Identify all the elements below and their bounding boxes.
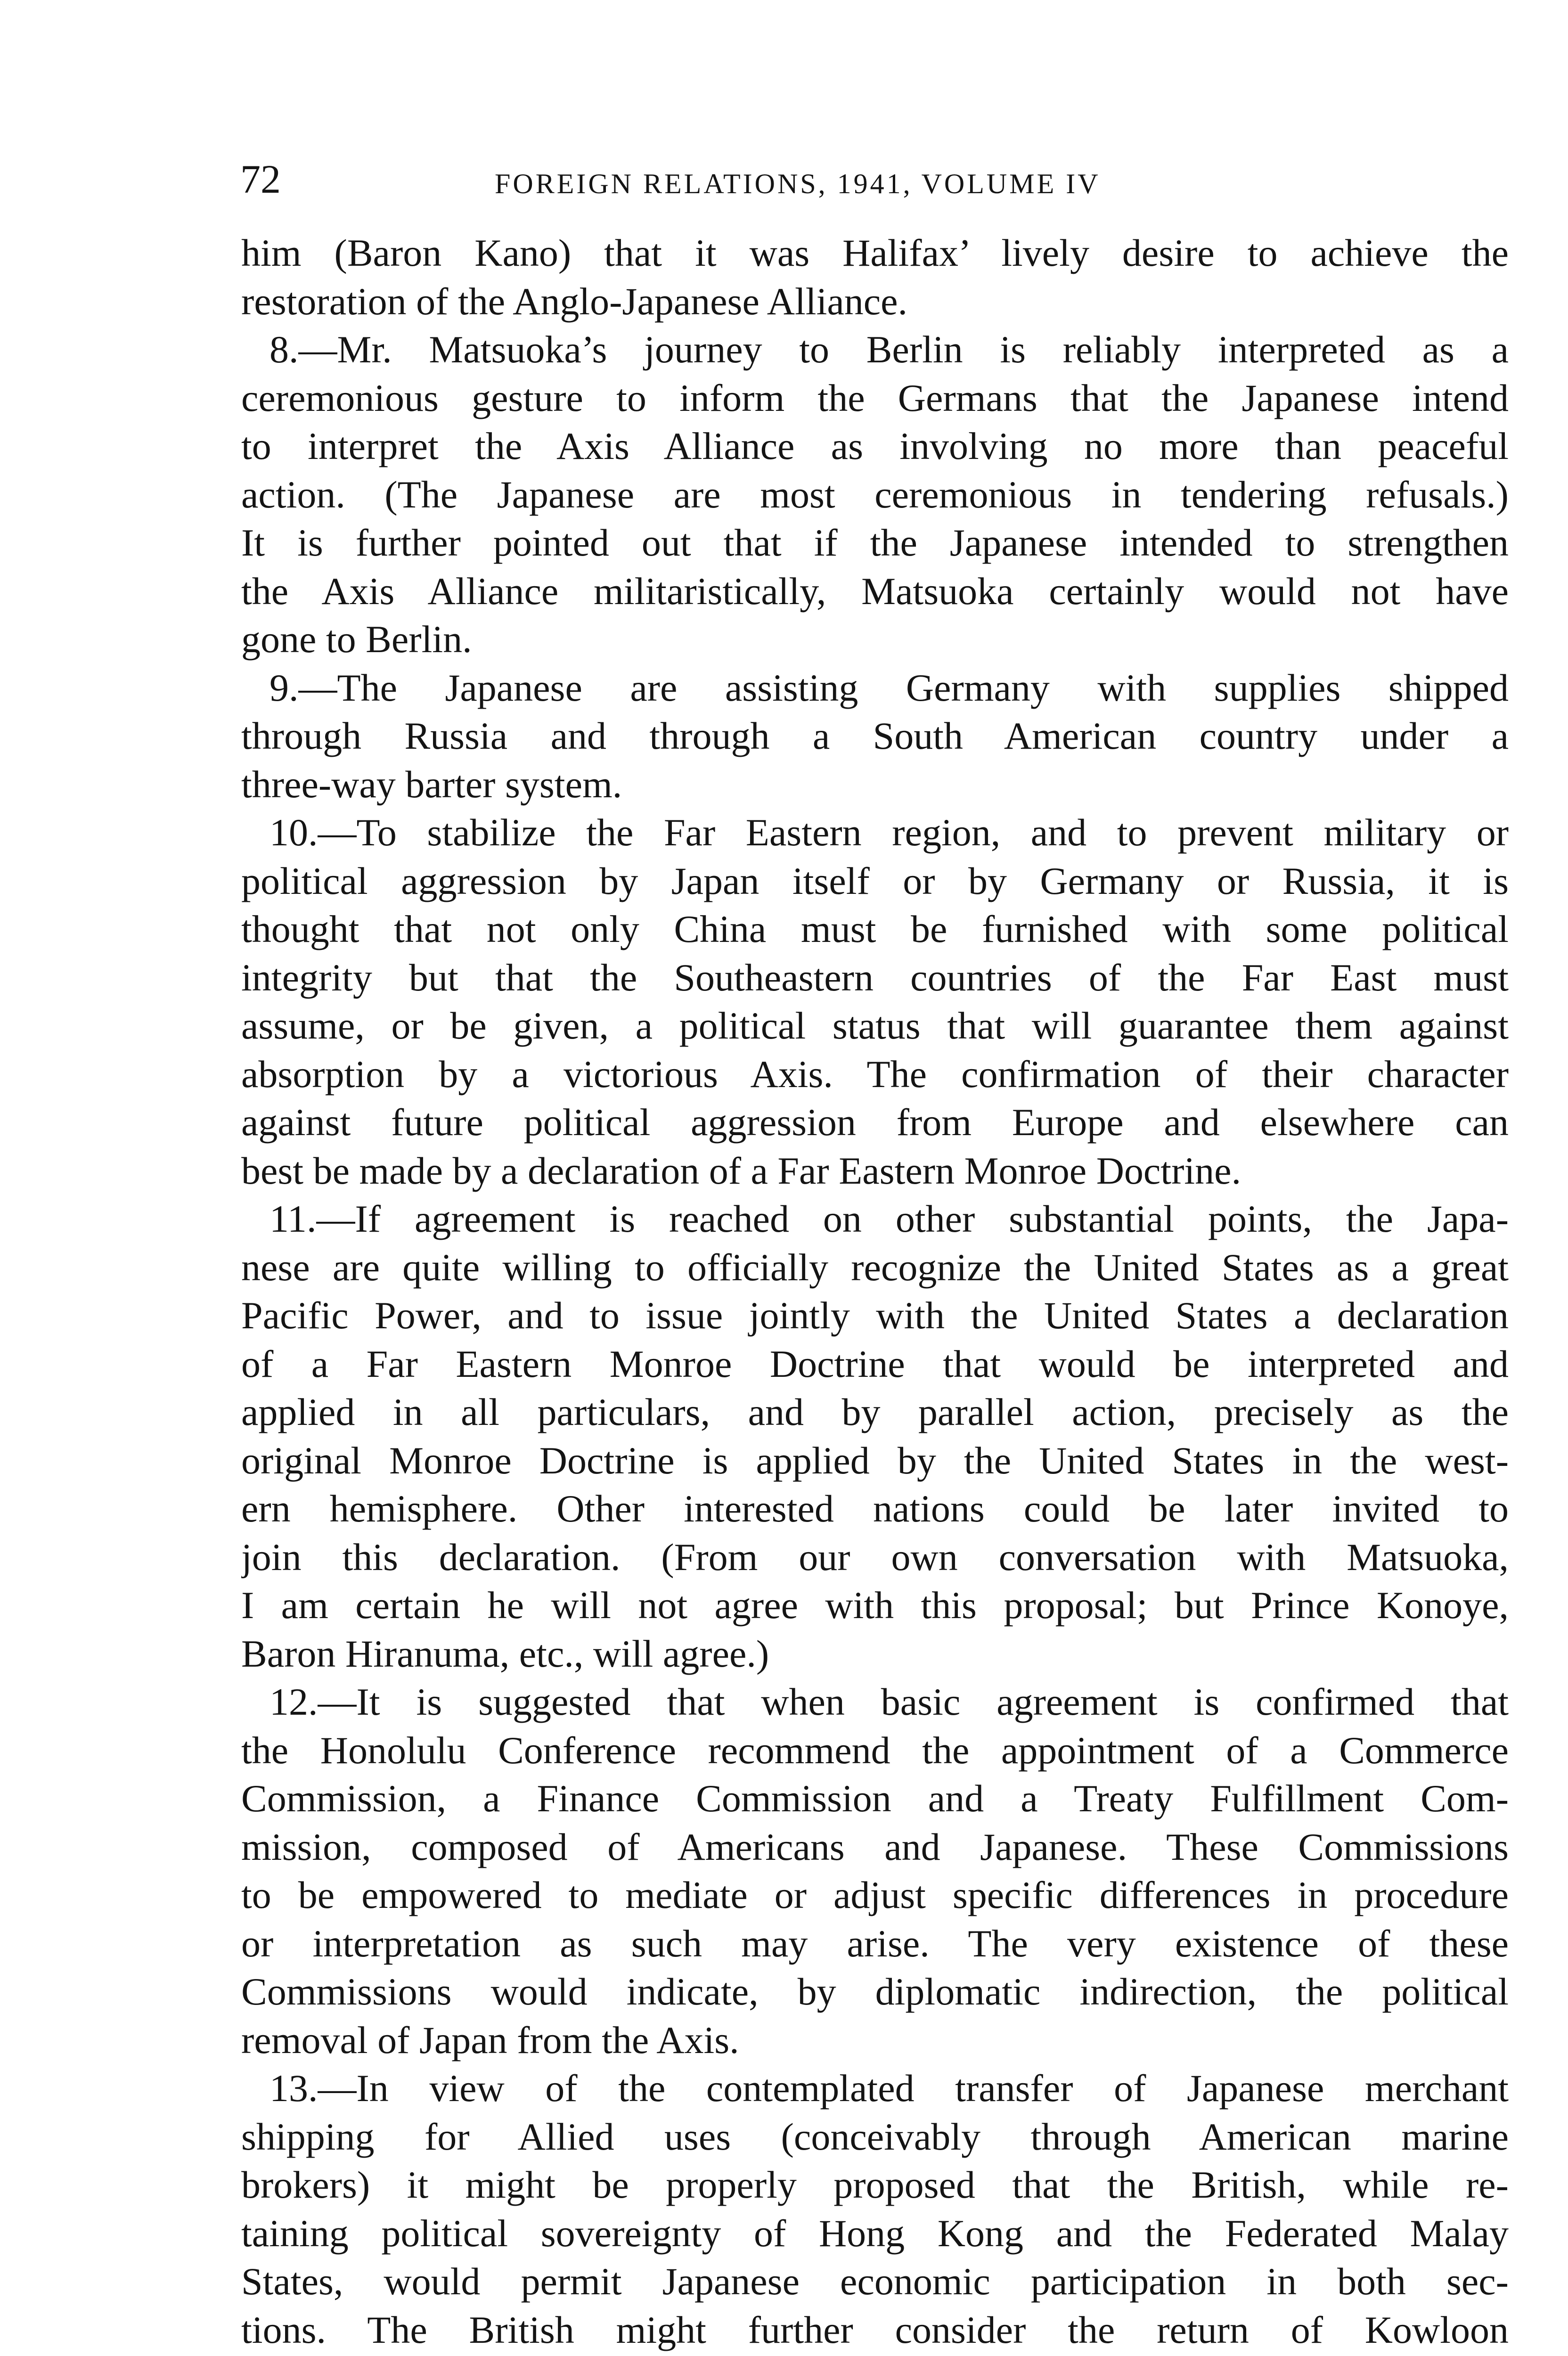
text-line: Commissions would indicate, by diplomatic indirection, the political xyxy=(241,1970,1509,2013)
text-line: It is further pointed out that if the Japanese intended to strengthen xyxy=(241,521,1509,564)
paragraph-9-start: 9.—The Japanese are assisting Germany with supplies shipped xyxy=(270,666,1509,709)
text-line: mission, composed of Americans and Japanese. These Commissions xyxy=(241,1825,1509,1868)
text-line: thought that not only China must be furnished with some political xyxy=(241,908,1509,950)
text-line: to interpret the Axis Alliance as involving no more than peaceful xyxy=(241,425,1509,467)
text-line: ern hemisphere. Other interested nations could be later invited to xyxy=(241,1487,1509,1530)
text-line: tions. The British might further consider the return of Kowloon xyxy=(241,2308,1509,2351)
text-line: action. (The Japanese are most ceremonious in tendering refusals.) xyxy=(241,473,1509,516)
paragraph-8-start: 8.—Mr. Matsuoka’s journey to Berlin is reliably interpreted as a xyxy=(270,328,1509,371)
page-number: 72 xyxy=(240,156,281,202)
body-text xyxy=(241,229,1509,2354)
text-line: Pacific Power, and to issue jointly with the United States a declaration xyxy=(241,1294,1509,1337)
text-line: shipping for Allied uses (conceivably through American marine xyxy=(241,2115,1509,2158)
paragraph-13-start: 13.—In view of the contemplated transfer of Japanese merchant xyxy=(270,2067,1509,2110)
text-line: integrity but that the Southeastern countries of the Far East must xyxy=(241,956,1509,999)
text-line: brokers) it might be properly proposed that the British, while re- xyxy=(241,2163,1509,2206)
text-line: the Honolulu Conference recommend the appointment of a Commerce xyxy=(241,1728,1509,1772)
text-line: three-way barter system. xyxy=(241,762,622,806)
text-line: States, would permit Japanese economic participation in both sec- xyxy=(241,2260,1509,2303)
text-line: political aggression by Japan itself or by Germany or Russia, it is xyxy=(241,859,1509,902)
text-line: absorption by a victorious Axis. The confirmation of their character xyxy=(241,1052,1509,1096)
text-line: I am certain he will not agree with this proposal; but Prince Konoye, xyxy=(241,1584,1509,1627)
text-line: the Axis Alliance militaristically, Matsuoka certainly would not have xyxy=(241,569,1509,613)
text-line: Commission, a Finance Commission and a Treaty Fulfillment Com- xyxy=(241,1777,1509,1820)
paragraph-10-start: 10.—To stabilize the Far Eastern region, and to prevent military or xyxy=(270,811,1509,854)
text-line: Baron Hiranuma, etc., will agree.) xyxy=(241,1632,769,1675)
text-line: restoration of the Anglo-Japanese Alliance. xyxy=(241,279,908,323)
running-head xyxy=(240,155,1508,217)
running-head-title: FOREIGN RELATIONS, 1941, VOLUME IV xyxy=(495,168,1101,199)
text-line: gone to Berlin. xyxy=(241,618,472,661)
text-line: through Russia and through a South American country under a xyxy=(241,714,1509,757)
text-line: assume, or be given, a political status that will guarantee them against xyxy=(241,1004,1509,1047)
text-line: taining political sovereignty of Hong Kong and the Federated Malay xyxy=(241,2211,1509,2255)
text-line: removal of Japan from the Axis. xyxy=(241,2018,739,2062)
text-line: original Monroe Doctrine is applied by the United States in the west- xyxy=(241,1439,1509,1482)
text-line: ceremonious gesture to inform the Germans that the Japanese intend xyxy=(241,376,1509,419)
text-line: applied in all particulars, and by parallel action, precisely as the xyxy=(241,1391,1509,1433)
text-line: him (Baron Kano) that it was Halifax’ lively desire to achieve the xyxy=(241,231,1509,274)
paragraph-11-start: 11.—If agreement is reached on other substantial points, the Japa- xyxy=(270,1197,1509,1240)
text-line: of a Far Eastern Monroe Doctrine that would be interpreted and xyxy=(241,1342,1509,1385)
text-line: or interpretation as such may arise. The very existence of these xyxy=(241,1922,1509,1965)
text-line: nese are quite willing to officially recognize the United States as a great xyxy=(241,1245,1509,1289)
text-line: best be made by a declaration of a Far Eastern Monroe Doctrine. xyxy=(241,1149,1241,1192)
text-line: join this declaration. (From our own conversation with Matsuoka, xyxy=(241,1535,1509,1579)
paragraph-12-start: 12.—It is suggested that when basic agreement is confirmed that xyxy=(270,1680,1509,1723)
text-line: against future political aggression from Europe and elsewhere can xyxy=(241,1101,1509,1144)
text-line: to be empowered to mediate or adjust specific differences in procedure xyxy=(241,1873,1509,1916)
